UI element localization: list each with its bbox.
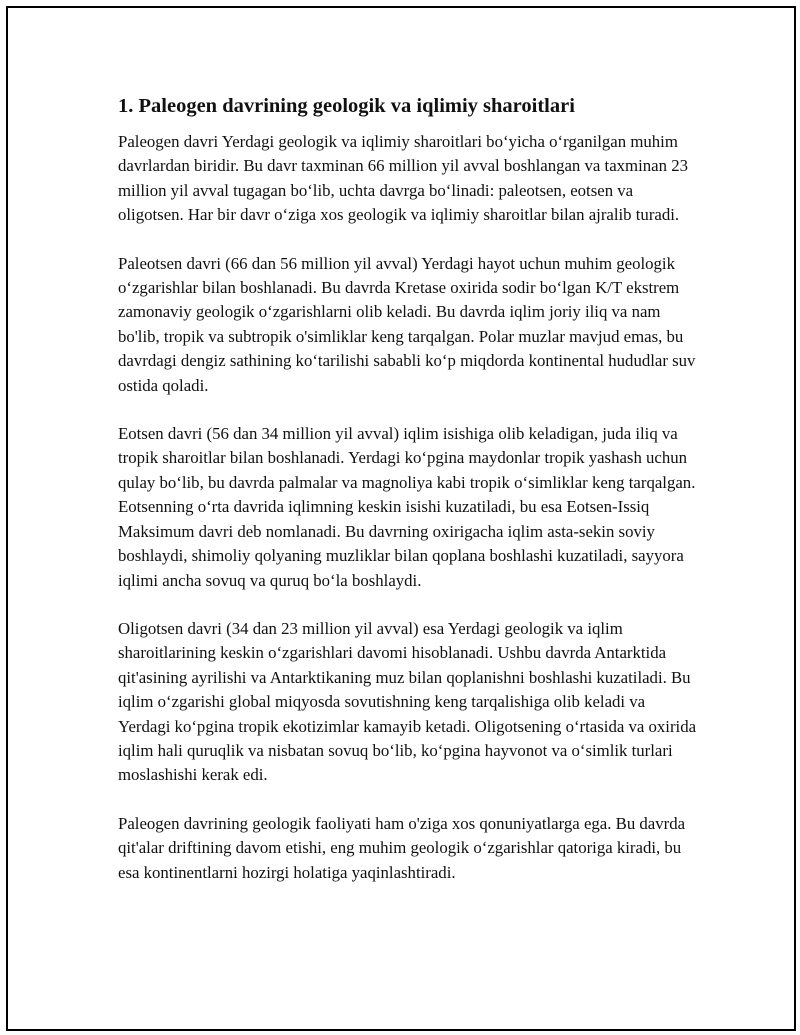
- section-title: 1. Paleogen davrining geologik va iqlimiy sharoitlari: [118, 95, 575, 117]
- paragraph-geologic-activity: Paleogen davrining geologik faoliyati ham o'ziga xos qonuniyatlarga ega. Bu davrda qit'alar driftining davom etishi, eng muhim geologik oʻzgarishlar qatoriga kiradi, bu esa kontinentlarni hozirgi holatiga yaqinlashtiradi.: [118, 813, 686, 882]
- paragraph-paleocene: Paleotsen davri (66 dan 56 million yil avval) Yerdagi hayot uchun muhim geologik oʻzgarishlar bilan boshlanadi. Bu davrda Kretase oxirida sodir boʻlgan K/T ekstrem zamonaviy geologik oʻzgarishlarni olib keladi. Bu davrda iqlim joriy iliq va nam bo'lib, tropik va subtropik o'simliklar keng tarqalgan. Polar muzlar mavjud emas, bu davrdagi dengiz sathining koʻtarilishi sababli koʻp miqdorda kontinental hududlar suv ostida qoladi.: [118, 253, 696, 395]
- document-body: [118, 94, 698, 885]
- paragraph-oligocene: Oligotsen davri (34 dan 23 million yil avval) esa Yerdagi geologik va iqlim sharoitlarining keskin oʻzgarishlari davomi hisoblanadi. Ushbu davrda Antarktida qit'asining ayrilishi va Antarktikaning muz bilan qoplanishni boshlashi kuzatiladi. Bu iqlim oʻzgarishi global miqyosda sovutishning keng tarqalishiga olib keladi va Yerdagi koʻpgina tropik ekotizimlar kamayib ketadi. Oligotsening oʻrtasida va oxirida iqlim hali quruqlik va nisbatan sovuq boʻlib, koʻpgina hayvonot va oʻsimlik turlari moslashishi kerak edi.: [118, 618, 697, 785]
- paragraph-eocene: Eotsen davri (56 dan 34 million yil avval) iqlim isishiga olib keladigan, juda iliq va tropik sharoitlar bilan boshlanadi. Yerdagi koʻpgina maydonlar tropik yashash uchun qulay boʻlib, bu davrda palmalar va magnoliya kabi tropik oʻsimliklar keng tarqalgan. Eotsenning oʻrta davrida iqlimning keskin isishi kuzatiladi, bu esa Eotsen-Issiq Maksimum davri deb nomlanadi. Bu davrning oxirigacha iqlim asta-sekin soviy boshlaydi, shimoliy qolyaning muzliklar bilan qoplana boshlashi kuzatiladi, sayyora iqlimi ancha sovuq va quruq boʻla boshlaydi.: [118, 424, 696, 590]
- paragraph-intro: Paleogen davri Yerdagi geologik va iqlimiy sharoitlari boʻyicha oʻrganilgan muhim davrlardan biridir. Bu davr taxminan 66 million yil avval boshlangan va taxminan 23 million yil avval tugagan boʻlib, uchta davrga boʻlinadi: paleotsen, eotsen va oligotsen. Har bir davr oʻziga xos geologik va iqlimiy sharoitlar bilan ajralib turadi.: [118, 132, 688, 225]
